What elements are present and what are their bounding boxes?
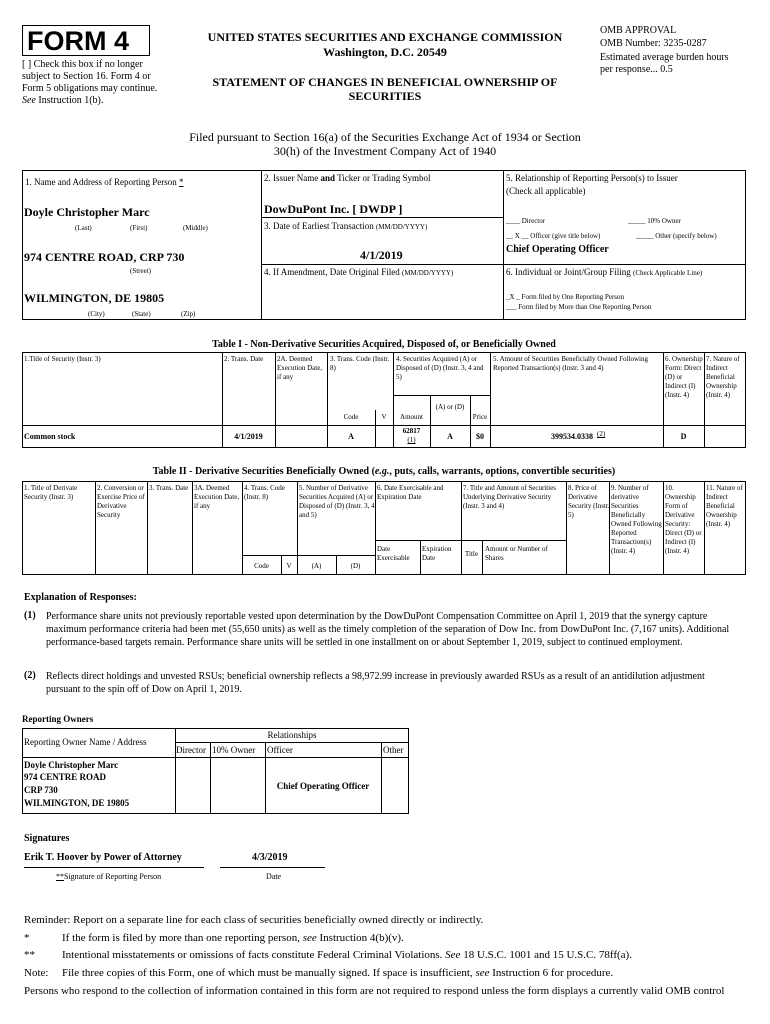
last-label: (Last): [75, 224, 92, 232]
t2-sub-expiration: Expiration Date: [422, 545, 452, 562]
ro-officer-value: Chief Operating Officer: [276, 781, 370, 791]
form-title-box: [22, 25, 150, 56]
t1-h5: 5. Amount of Securities Beneficially Owned Following Reported Transaction(s) (Instr. 3 and 4): [493, 355, 648, 372]
section16-checkbox-note[interactable]: [ ] Check this box if no longer subject to Section 16. Form 4 or Form 5 obligations may continue. See Instruction 1(b).: [22, 59, 158, 106]
t2-sub-code: Code: [254, 562, 269, 570]
reminder-text: Reminder: Report on a separate line for each class of securities beneficially owned directly or indirectly.: [24, 914, 484, 926]
omb-number: OMB Number: 3235-0287: [600, 38, 707, 49]
signature-label: **Signature of Reporting Person: [56, 872, 162, 881]
t2-sub-a: (A): [311, 562, 322, 570]
signature-date[interactable]: 4/3/2019: [252, 852, 288, 863]
star2-mark: **: [24, 949, 35, 961]
first-label: (First): [130, 224, 148, 232]
t1-sub-amount: Amount: [400, 413, 423, 421]
t2-h6: 6. Date Exercisable and Expiration Date: [377, 484, 444, 501]
t1-sub-aord: (A) or (D): [435, 403, 465, 411]
t1-sub-price: Price: [472, 413, 488, 421]
t1-h2a: 2A. Deemed Execution Date, if any: [277, 355, 323, 381]
t1-h6: 6. Ownership Form: Direct (D) or Indirect (I) (Instr. 4): [665, 355, 703, 399]
earliest-transaction-date[interactable]: 4/1/2019: [360, 248, 403, 262]
t2-h1: 1. Title of Derivate Security (Instr. 3): [24, 484, 78, 501]
t2-sub-exercisable: Date Exercisable: [377, 545, 410, 562]
note-label: Note:: [24, 967, 49, 979]
ro-relationships: Relationships: [267, 730, 317, 740]
agency-city: Washington, D.C. 20549: [323, 45, 447, 59]
box4-label: 4. If Amendment, Date Original Filed (MM/DD/YYYY): [264, 267, 454, 277]
t1-row-title[interactable]: Common stock: [24, 432, 76, 441]
signatures-heading: Signatures: [24, 833, 70, 844]
officer-title[interactable]: Chief Operating Officer: [506, 244, 609, 255]
footnote2-number: (2): [24, 670, 36, 681]
ro-col-name: Reporting Owner Name / Address: [24, 737, 147, 747]
statement-title: STATEMENT OF CHANGES IN BENEFICIAL OWNERSHIP OF SECURITIES: [212, 75, 558, 103]
box3-label: 3. Date of Earliest Transaction (MM/DD/YYYY): [264, 221, 428, 231]
footnote2-text: Reflects direct holdings and unvested RSUs; beneficial ownership reflects a 98,972.99 increase in previously awarded RSUs as a result of an antidilution adjustment pursuant to the spin off of Dow on April 1, 2019.: [46, 671, 705, 695]
date-label: Date: [266, 872, 282, 881]
t1-h7: 7. Nature of Indirect Beneficial Ownership (Instr. 4): [706, 355, 740, 399]
t1-row-amount-footnote[interactable]: (1): [407, 436, 416, 444]
t2-h11: 11. Nature of Indirect Beneficial Ownership (Instr. 4): [706, 484, 743, 528]
t1-row-amount[interactable]: 62817: [402, 427, 421, 435]
t2-h2: 2. Conversion or Exercise Price of Derivative Security: [97, 484, 145, 519]
officer-checkbox[interactable]: __ X __ Officer (give title below): [506, 232, 601, 240]
t2-sub-v: V: [286, 562, 292, 570]
t2-sub-title: Title: [465, 550, 478, 558]
zip-label: (Zip): [181, 310, 196, 318]
signer-name[interactable]: Erik T. Hoover by Power of Attorney: [24, 852, 182, 863]
reporting-street[interactable]: 974 CENTRE ROAD, CRP 730: [24, 250, 185, 264]
t2-h8: 8. Price of Derivative Security (Instr. 5): [568, 484, 610, 519]
footnote1-number: (1): [24, 610, 36, 621]
footnote1-text: Performance share units not previously reportable vested upon determination by the DowDuPont Compensation Committee on April 1, 2019 that the synergy capture maximum performance criteria had been met (55,650 units) as well as the timely completion of the separation of Dow Inc. from DowDuPont Inc. (7,167 units). Additional performance-based targets remain. Performance share units will be settled in one installment on or about September 1, 2019, subject to continued employment.: [46, 611, 730, 648]
ro-owner-line4: WILMINGTON, DE 19805: [24, 798, 130, 808]
explanation-heading: Explanation of Responses:: [24, 592, 137, 603]
table1-title: Table I - Non-Derivative Securities Acquired, Disposed of, or Beneficially Owned: [212, 339, 556, 350]
t1-row-owned[interactable]: 399534.0338: [551, 432, 593, 441]
ro-owner-line2: 974 CENTRE ROAD: [24, 772, 107, 782]
t1-sub-code: Code: [343, 413, 359, 421]
box6-label: 6. Individual or Joint/Group Filing (Check Applicable Line): [506, 267, 703, 277]
one-person-filing[interactable]: _X _ Form filed by One Reporting Person: [506, 293, 625, 301]
star2-text: Intentional misstatements or omissions of facts constitute Federal Criminal Violations. See 18 U.S.C. 1001 and 15 U.S.C. 78ff(a).: [62, 949, 632, 961]
agency-name: UNITED STATES SECURITIES AND EXCHANGE COMMISSION: [207, 30, 563, 44]
state-label: (State): [132, 310, 151, 318]
t2-h5: 5. Number of Derivative Securities Acquired (A) or Disposed of (D) (Instr. 3, 4 and 5): [299, 484, 375, 519]
t2-h4: 4. Trans. Code (Instr. 8): [244, 484, 285, 501]
t2-h10: 10. Ownership Form of Derivative Security: Direct (D) or Indirect (I) (Instr. 4): [665, 484, 702, 555]
omb-approval: OMB APPROVAL: [600, 25, 677, 36]
box5-label: 5. Relationship of Reporting Person(s) to Issuer: [506, 173, 678, 183]
t1-row-form[interactable]: D: [680, 432, 687, 441]
ro-col-director: Director: [176, 745, 206, 755]
street-label: (Street): [130, 267, 151, 275]
reporting-city[interactable]: WILMINGTON, DE 19805: [24, 291, 165, 305]
middle-label: (Middle): [183, 224, 208, 232]
reporting-owners-heading: Reporting Owners: [22, 714, 94, 724]
table2-title: Table II - Derivative Securities Beneficially Owned (e.g., puts, calls, warrants, options, convertible securities): [152, 466, 616, 477]
t1-h2: 2. Trans. Date: [224, 355, 264, 363]
ten-pct-owner-checkbox[interactable]: _____ 10% Owner: [628, 217, 681, 225]
form-title: FORM 4: [27, 26, 130, 56]
t1-row-price[interactable]: $0: [476, 432, 484, 441]
ro-owner-line1[interactable]: Doyle Christopher Marc: [24, 760, 119, 770]
t1-row-date[interactable]: 4/1/2019: [234, 432, 263, 441]
t2-h3: 3. Trans. Date: [149, 484, 189, 492]
persons-respond-text: Persons who respond to the collection of information contained in this form are not required to respond unless the form displays a currently valid OMB control: [24, 985, 725, 997]
t1-row-aord[interactable]: A: [447, 432, 453, 441]
more-person-filing[interactable]: ___ Form filed by More than One Reporting Person: [506, 303, 652, 311]
t2-sub-amount: Amount or Number of Shares: [485, 545, 548, 562]
director-checkbox[interactable]: ____ Director: [506, 217, 546, 225]
t1-row-code[interactable]: A: [348, 432, 354, 441]
box1-label: 1. Name and Address of Reporting Person *: [25, 177, 184, 187]
box2-label: 2. Issuer Name and Ticker or Trading Symbol: [264, 173, 431, 183]
city-label: (City): [88, 310, 105, 318]
box5-sublabel: (Check all applicable): [506, 186, 586, 196]
t1-h1: 1.Title of Security (Instr. 3): [24, 355, 101, 363]
t2-h7: 7. Title and Amount of Securities Underlying Derivative Security (Instr. 3 and 4): [463, 484, 556, 510]
issuer-name[interactable]: DowDuPont Inc. [ DWDP ]: [264, 202, 403, 216]
ro-col-ten: 10% Owner: [212, 745, 256, 755]
reporting-person-name[interactable]: Doyle Christopher Marc: [24, 205, 150, 219]
ro-col-other: Other: [383, 745, 404, 755]
burden-estimate: Estimated average burden hours per response... 0.5: [600, 52, 729, 75]
t2-sub-d: (D): [350, 562, 361, 570]
t1-h3: 3. Trans. Code (Instr. 8): [330, 355, 390, 372]
other-checkbox[interactable]: _____ Other (specify below): [636, 232, 717, 240]
t1-sub-v: V: [381, 413, 387, 421]
star1-text: If the form is filed by more than one reporting person, see Instruction 4(b)(v).: [62, 932, 404, 944]
ro-col-officer: Officer: [267, 745, 293, 755]
t2-h9: 9. Number of derivative Securities Beneficially Owned Following Reported Transaction(s) (Instr. 4): [611, 484, 662, 555]
star1-mark: *: [24, 932, 30, 944]
ro-owner-line3: CRP 730: [24, 785, 58, 795]
note-text: File three copies of this Form, one of which must be manually signed. If space is insufficient, see Instruction 6 for procedure.: [62, 967, 614, 979]
t2-h3a: 3A. Deemed Execution Date, if any: [194, 484, 240, 510]
t1-row-owned-footnote[interactable]: (2): [597, 430, 606, 438]
t1-h4: 4. Securities Acquired (A) or Disposed of (D) (Instr. 3, 4 and 5): [396, 355, 484, 381]
filed-pursuant: Filed pursuant to Section 16(a) of the Securities Exchange Act of 1934 or Section 30(h) of the Investment Company Act of 1940: [189, 130, 581, 158]
